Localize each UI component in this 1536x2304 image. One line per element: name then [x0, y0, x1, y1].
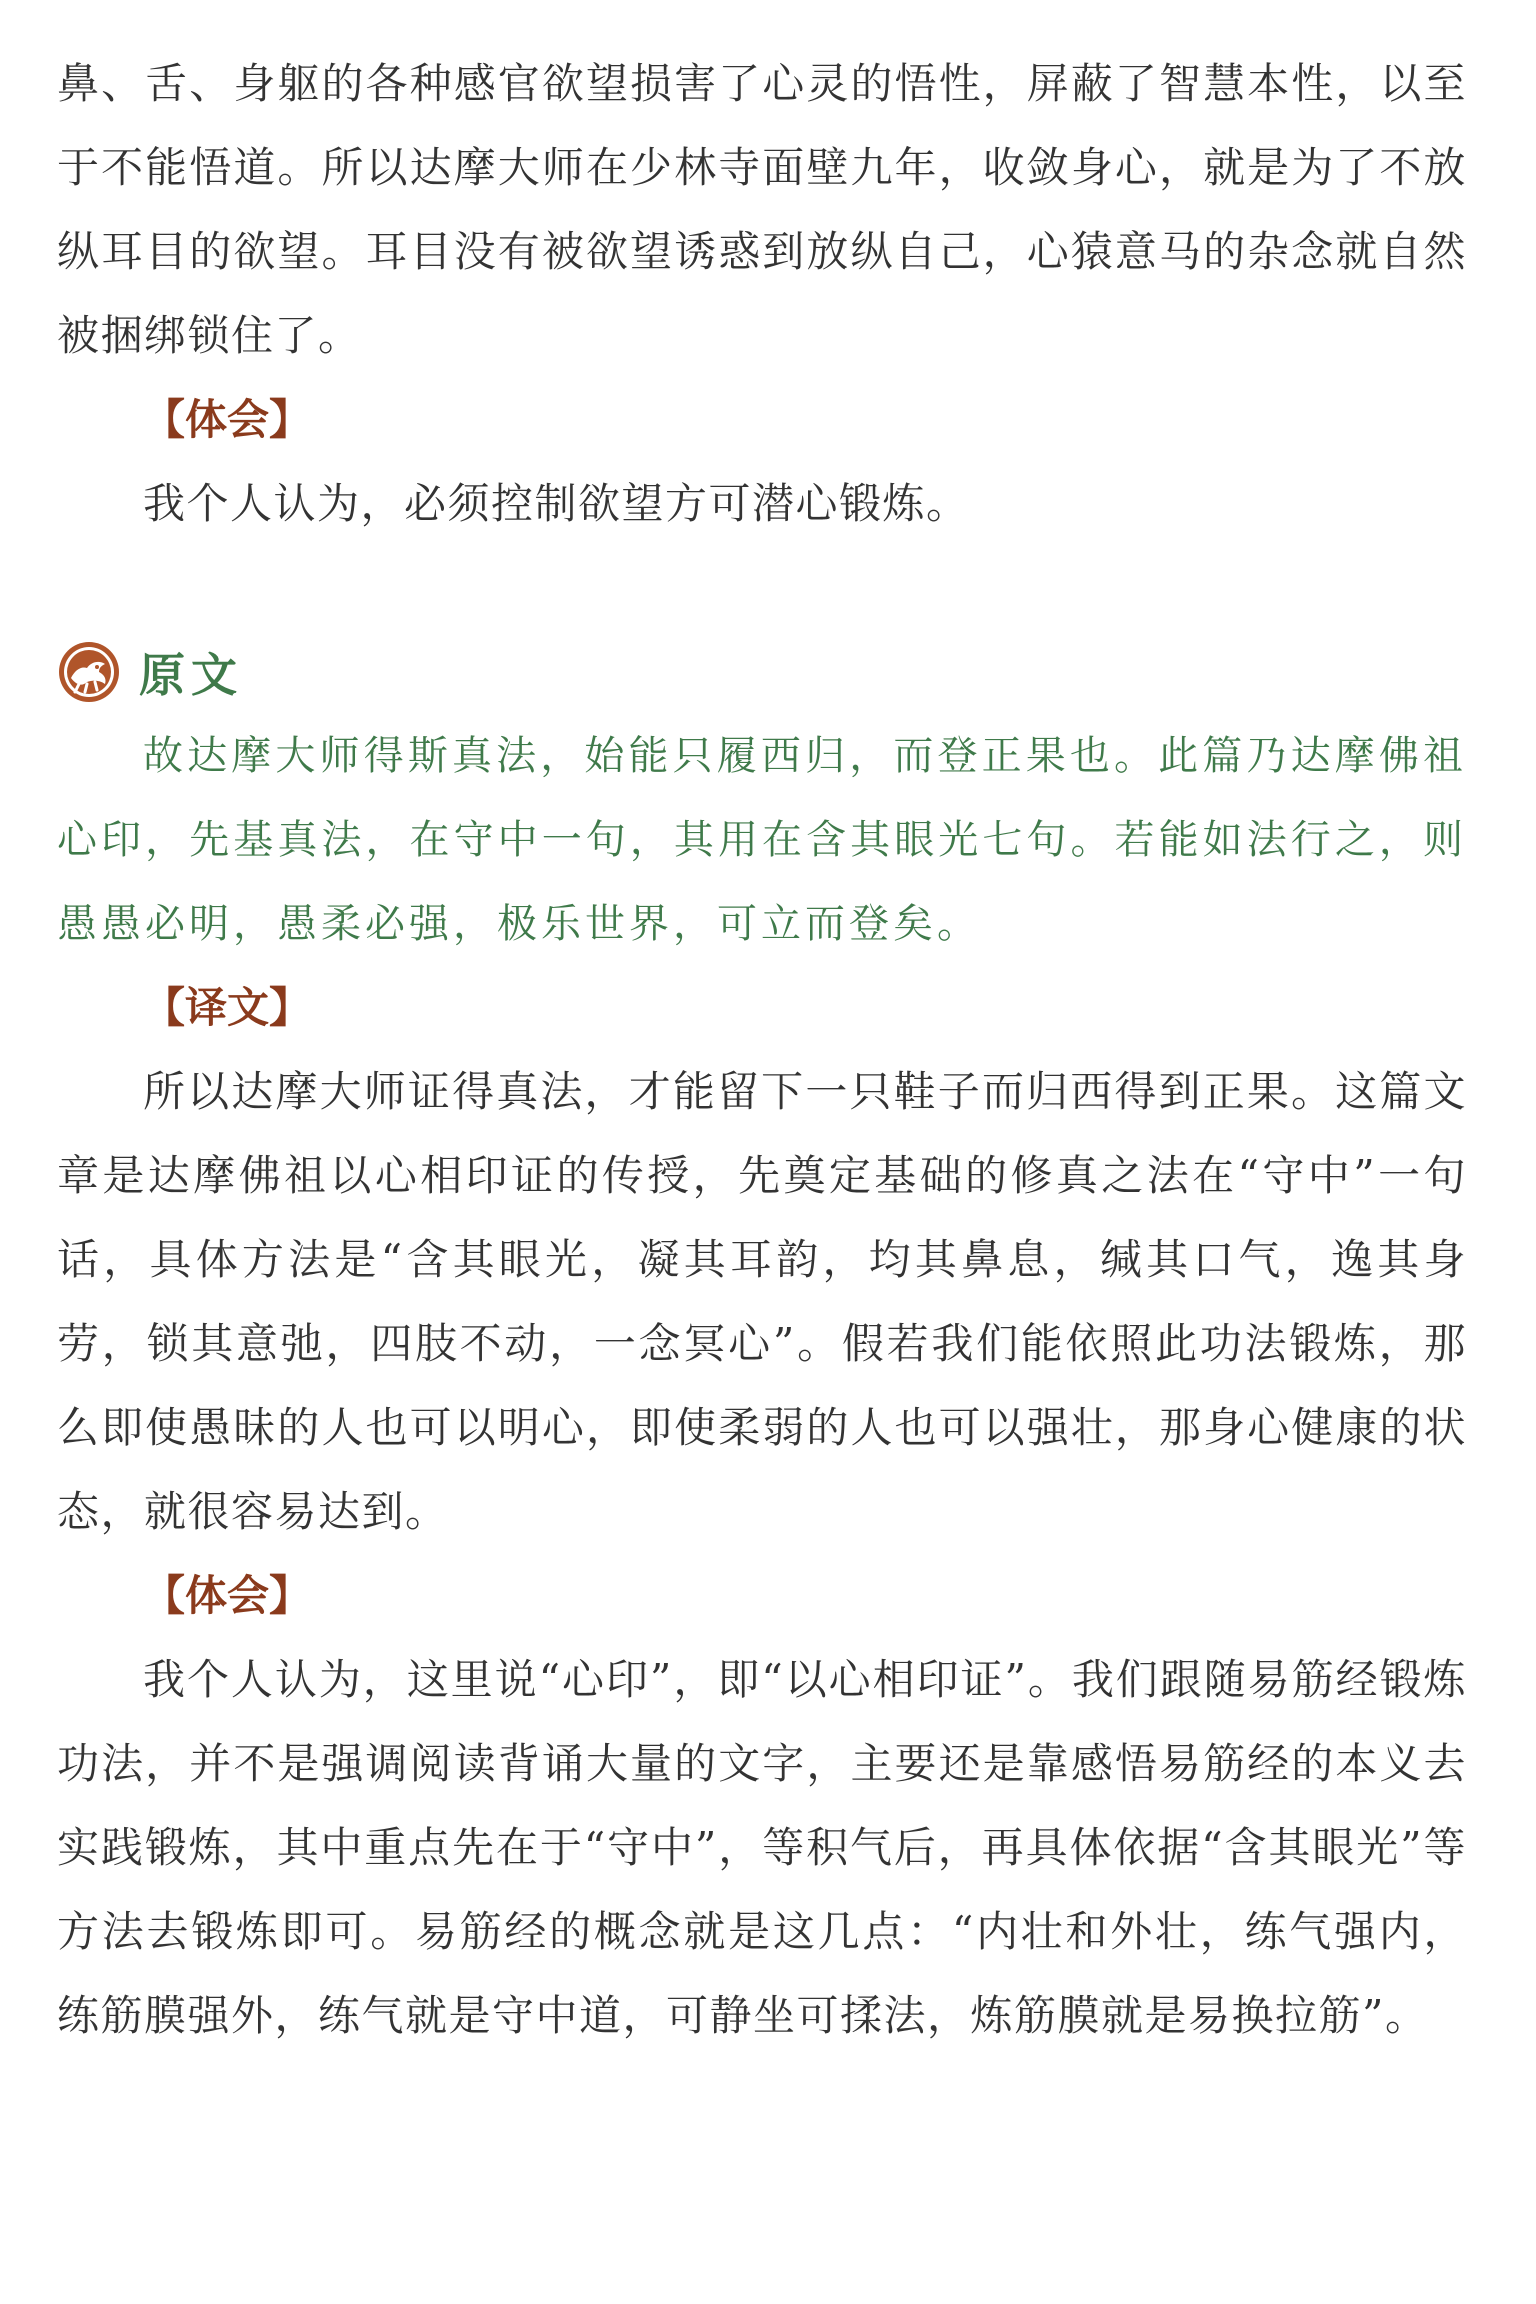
insight-paragraph: 我个人认为，必须控制欲望方可潜心锻炼。	[143, 479, 970, 528]
insight-paragraph-2: 我个人认为，这里说“心印”，即“以心相印证”。我们跟随易筋经锻炼功法，并不是强调阅读背诵大量的文字，主要还是靠感悟易筋经的本义去实践锻炼，其中重点先在于“守中”，等积气后，再具体依据“含其眼光”等方法去锻炼即可。易筋经的概念就是这几点：“内壮和外壮，练气强内，练筋膜强外，练气就是守中道，可静坐可揉法，炼筋膜就是易换拉筋”。	[57, 1655, 1467, 2040]
top-block	[57, 42, 1467, 546]
document-page	[57, 0, 1467, 2058]
ornament-seal-icon	[57, 640, 121, 704]
continued-paragraph: 鼻、舌、身躯的各种感官欲望损害了心灵的悟性，屏蔽了智慧本性，以至于不能悟道。所以达摩大师在少林寺面壁九年，收敛身心，就是为了不放纵耳目的欲望。耳目没有被欲望诱惑到放纵自己，心猿意马的杂念就自然被捆绑锁住了。	[57, 59, 1467, 360]
original-text-paragraph: 故达摩大师得斯真法，始能只履西归，而登正果也。此篇乃达摩佛祖心印，先基真法，在守中一句，其用在含其眼光七句。若能如法行之，则愚愚必明，愚柔必强，极乐世界，可立而登矣。	[57, 733, 1467, 947]
translation-paragraph: 所以达摩大师证得真法，才能留下一只鞋子而归西得到正果。这篇文章是达摩佛祖以心相印证的传授，先奠定基础的修真之法在“守中”一句话，具体方法是“含其眼光，凝其耳韵，均其鼻息，缄其口气，逸其身劳，锁其意弛，四肢不动，一念冥心”。假若我们能依照此功法锻炼，那么即使愚昧的人也可以明心，即使柔弱的人也可以强壮，那身心健康的状态，就很容易达到。	[57, 1067, 1467, 1536]
translation-label: 【译文】	[143, 983, 312, 1032]
section-title: 原文	[139, 648, 243, 702]
insight-label: 【体会】	[143, 395, 312, 444]
section-header-original	[57, 630, 1467, 714]
insight-label-2: 【体会】	[143, 1571, 312, 1620]
